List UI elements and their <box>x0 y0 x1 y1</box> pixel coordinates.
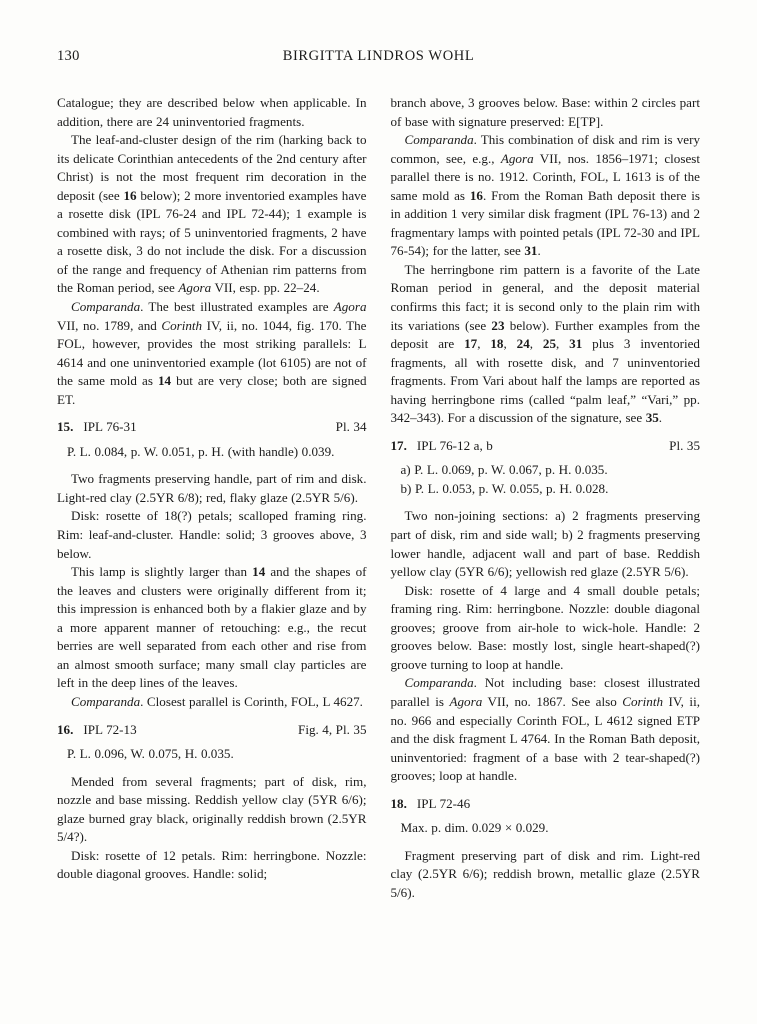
text-run: VII, no. 1789, and <box>57 317 162 333</box>
text-run: 16 <box>469 187 483 203</box>
paragraph <box>391 674 701 785</box>
text-run: 23 <box>491 317 505 333</box>
text-run: 18 <box>490 336 504 352</box>
text-run: branch above, 3 grooves below. Base: within 2 circles part of base with signature preserved: Ε[ΤΡ]. <box>390 95 700 129</box>
text-run: and the shapes of the leaves and clusters were originally different from it; this impression is enhanced both by a flakier glaze and by a more apparent manner of retouching: e.g., the recut berries are well separated from each other and rise from an almost smooth surface; many small clay particles are left in the deep lines of the leaves. <box>57 564 367 691</box>
measurements <box>391 461 701 498</box>
text-run: Comparanda <box>404 132 474 148</box>
paragraph <box>391 131 701 261</box>
text-run: , <box>477 336 491 352</box>
text-run: . This combination of disk and rim is very common, see, e.g., <box>390 132 700 166</box>
text-run: IV, ii, no. 1044, fig. 170. The FOL, however, provides the most striking parallels: L 4614 and one uninventoried example (lot 6105) are not of the same mold as <box>57 317 367 389</box>
text-run: Comparanda <box>404 675 474 691</box>
entry-id: IPL 72-46 <box>416 795 471 811</box>
text-run: 31 <box>524 243 538 259</box>
paragraph <box>391 847 701 903</box>
text-run: Comparanda <box>71 299 141 315</box>
paragraph <box>57 94 367 131</box>
text-run: 17 <box>464 336 478 352</box>
measurement-line: b) P. L. 0.053, p. W. 0.055, p. H. 0.028. <box>400 480 609 496</box>
text-run: Disk: rosette of 4 large and 4 small double petals; framing ring. Rim: herringbone. Nozzle: double diagonal grooves; groove from air-hole to wick-hole. Handle: 2 grooves below. Base: mostly lost, single heart-shaped(?) groove turning to loop at handle. <box>390 582 700 672</box>
text-run: Corinth <box>622 693 664 709</box>
entry-id: IPL 76-31 <box>83 419 137 435</box>
measurement-line: P. L. 0.096, W. 0.075, H. 0.035. <box>67 746 234 762</box>
text-run: Agora <box>500 150 534 166</box>
text-run: below); 2 more inventoried examples have a rosette disk (IPL 76-24 and IPL 72-44); 1 example is combined with rays; of 5 uninventoried fragments, 2 have a rosette disk, 3 do not include the disk. For a discussion of the range and frequency of Athenian rim patterns from the Roman period, see <box>57 187 367 296</box>
entry-id: IPL 76-12 a, b <box>416 437 493 453</box>
text-run: but are very close; both are signed ΕΤ. <box>57 373 367 407</box>
text-run: plus 3 inventoried fragments, all with rosette disk, and 7 uninventoried fragments. From Vari about half the lamps are reported as having herringbone rims (called “palm leaf,” “Vari,” pp. 342–343). For a discussion of the signature, see <box>390 336 700 426</box>
text-run: . From the Roman Bath deposit there is in addition 1 very similar disk fragment (IPL 76-13) and 2 fragmentary lamps with pointed petals (IPL 72-30 and IPL 76-54); for the latter, see <box>390 187 700 259</box>
text-run: Agora <box>449 693 483 709</box>
text-run: Corinth <box>161 317 203 333</box>
paragraph <box>57 847 367 884</box>
text-run: Agora <box>333 299 367 315</box>
page-number: 130 <box>57 48 80 64</box>
entry-heading <box>391 795 701 814</box>
text-run: . The best illustrated examples are <box>140 299 334 315</box>
column-left <box>57 94 367 902</box>
text-run: 31 <box>569 336 583 352</box>
paragraph <box>57 773 367 847</box>
running-head: BIRGITTA LINDROS WOHL <box>282 48 475 64</box>
text-run: Two non-joining sections: a) 2 fragments preserving part of disk, rim and side wall; b) 2 fragments preserving lower handle, adjacent wall and part of base. Reddish yellow clay (5YR 6/6); yellowish red glaze (2.5YR 5/6). <box>390 508 700 580</box>
entry-number: 16. <box>57 721 74 737</box>
text-run: , <box>503 336 517 352</box>
text-run: Comparanda <box>71 693 141 709</box>
text-run: IV, ii, no. 966 and especially Corinth FOL, L 4612 signed ΕΤΡ and the disk fragment L 4764. In the Roman Bath deposit, uninventoried: fragment of a base with 2 tear-shaped(?) grooves; loop at handle. <box>390 693 700 784</box>
entry-plate-ref: Pl. 35 <box>669 437 700 453</box>
entry-heading <box>391 437 701 456</box>
measurement-line: P. L. 0.084, p. W. 0.051, p. H. (with handle) 0.039. <box>67 443 335 459</box>
text-run: , <box>556 336 570 352</box>
text-run: Agora <box>178 280 212 296</box>
text-run: The leaf-and-cluster design of the rim (harking back to its delicate Corinthian antecedents of the 2nd century after Christ) is not the most frequent rim decoration in the deposit (see <box>57 132 367 203</box>
text-run: 14 <box>252 564 266 580</box>
text-run: 25 <box>542 336 556 352</box>
paragraph <box>57 563 367 693</box>
text-run: . <box>658 410 663 426</box>
text-run: Mended from several fragments; part of disk, rim, nozzle and base missing. Reddish yellow clay (5YR 6/6); glaze burned gray black, originally reddish brown (2.5YR 5/4?). <box>57 773 367 845</box>
paragraph <box>391 507 701 581</box>
paragraph <box>391 94 701 131</box>
paragraph <box>57 298 367 409</box>
entry-number: 18. <box>390 795 407 811</box>
text-run: , <box>529 336 543 352</box>
text-run: 24 <box>516 336 530 352</box>
paragraph <box>391 261 701 428</box>
measurement-line: a) P. L. 0.069, p. W. 0.067, p. H. 0.035. <box>400 462 608 478</box>
text-run: 35 <box>645 410 659 426</box>
text-run: . <box>537 243 541 259</box>
measurements <box>57 745 367 764</box>
text-run: This lamp is slightly larger than <box>71 564 253 580</box>
entry-number: 15. <box>57 419 74 435</box>
paragraph <box>57 131 367 298</box>
entry-number: 17. <box>390 437 407 453</box>
text-run: VII, no. 1867. See also <box>482 693 623 709</box>
text-run: 14 <box>157 373 172 389</box>
entry-id: IPL 72-13 <box>83 721 137 737</box>
column-right <box>391 94 701 902</box>
text-run: VII, esp. pp. 22–24. <box>211 280 320 296</box>
text-run: Fragment preserving part of disk and rim. Light-red clay (2.5YR 6/6); reddish brown, metallic glaze (2.5YR 5/6). <box>390 847 700 900</box>
text-run: . Closest parallel is Corinth, FOL, L 4627. <box>140 693 363 709</box>
page-header <box>57 48 700 70</box>
measurements <box>391 819 701 838</box>
text-run: VII, nos. 1856–1971; closest parallel there is no. 1912. Corinth, FOL, L 1613 is of the same mold as <box>390 150 700 203</box>
paragraph <box>391 582 701 675</box>
measurement-line: Max. p. dim. 0.029 × 0.029. <box>400 820 549 836</box>
text-run: Catalogue; they are described below when applicable. In addition, there are 24 uninventoried fragments. <box>57 95 367 129</box>
text-run: Disk: rosette of 12 petals. Rim: herringbone. Nozzle: double diagonal grooves. Handle: solid; <box>57 847 367 882</box>
paragraph <box>57 507 367 563</box>
entry-plate-ref: Fig. 4, Pl. 35 <box>298 721 367 737</box>
measurements <box>57 443 367 462</box>
text-run: 16 <box>123 187 137 203</box>
entry-plate-ref: Pl. 34 <box>335 419 367 435</box>
paragraph <box>57 470 367 507</box>
text-run: Two fragments preserving handle, part of rim and disk. Light-red clay (2.5YR 6/8); red, flaky glaze (2.5YR 5/6). <box>57 471 367 505</box>
text-run: below). Further examples from the deposit are <box>390 317 700 352</box>
entry-heading <box>57 721 367 740</box>
paragraph <box>57 693 367 712</box>
text-run: The herringbone rim pattern is a favorite of the Late Roman period in general, and the deposit material confirms this fact; it is second only to the plain rim with its variations (see <box>390 261 700 333</box>
text-columns <box>57 94 700 902</box>
entry-heading <box>57 418 367 437</box>
text-run: . Not including base: closest illustrated parallel is <box>390 675 700 709</box>
text-run: Disk: rosette of 18(?) petals; scalloped framing ring. Rim: leaf-and-cluster. Handle: solid; 3 grooves above, 3 below. <box>57 508 367 561</box>
